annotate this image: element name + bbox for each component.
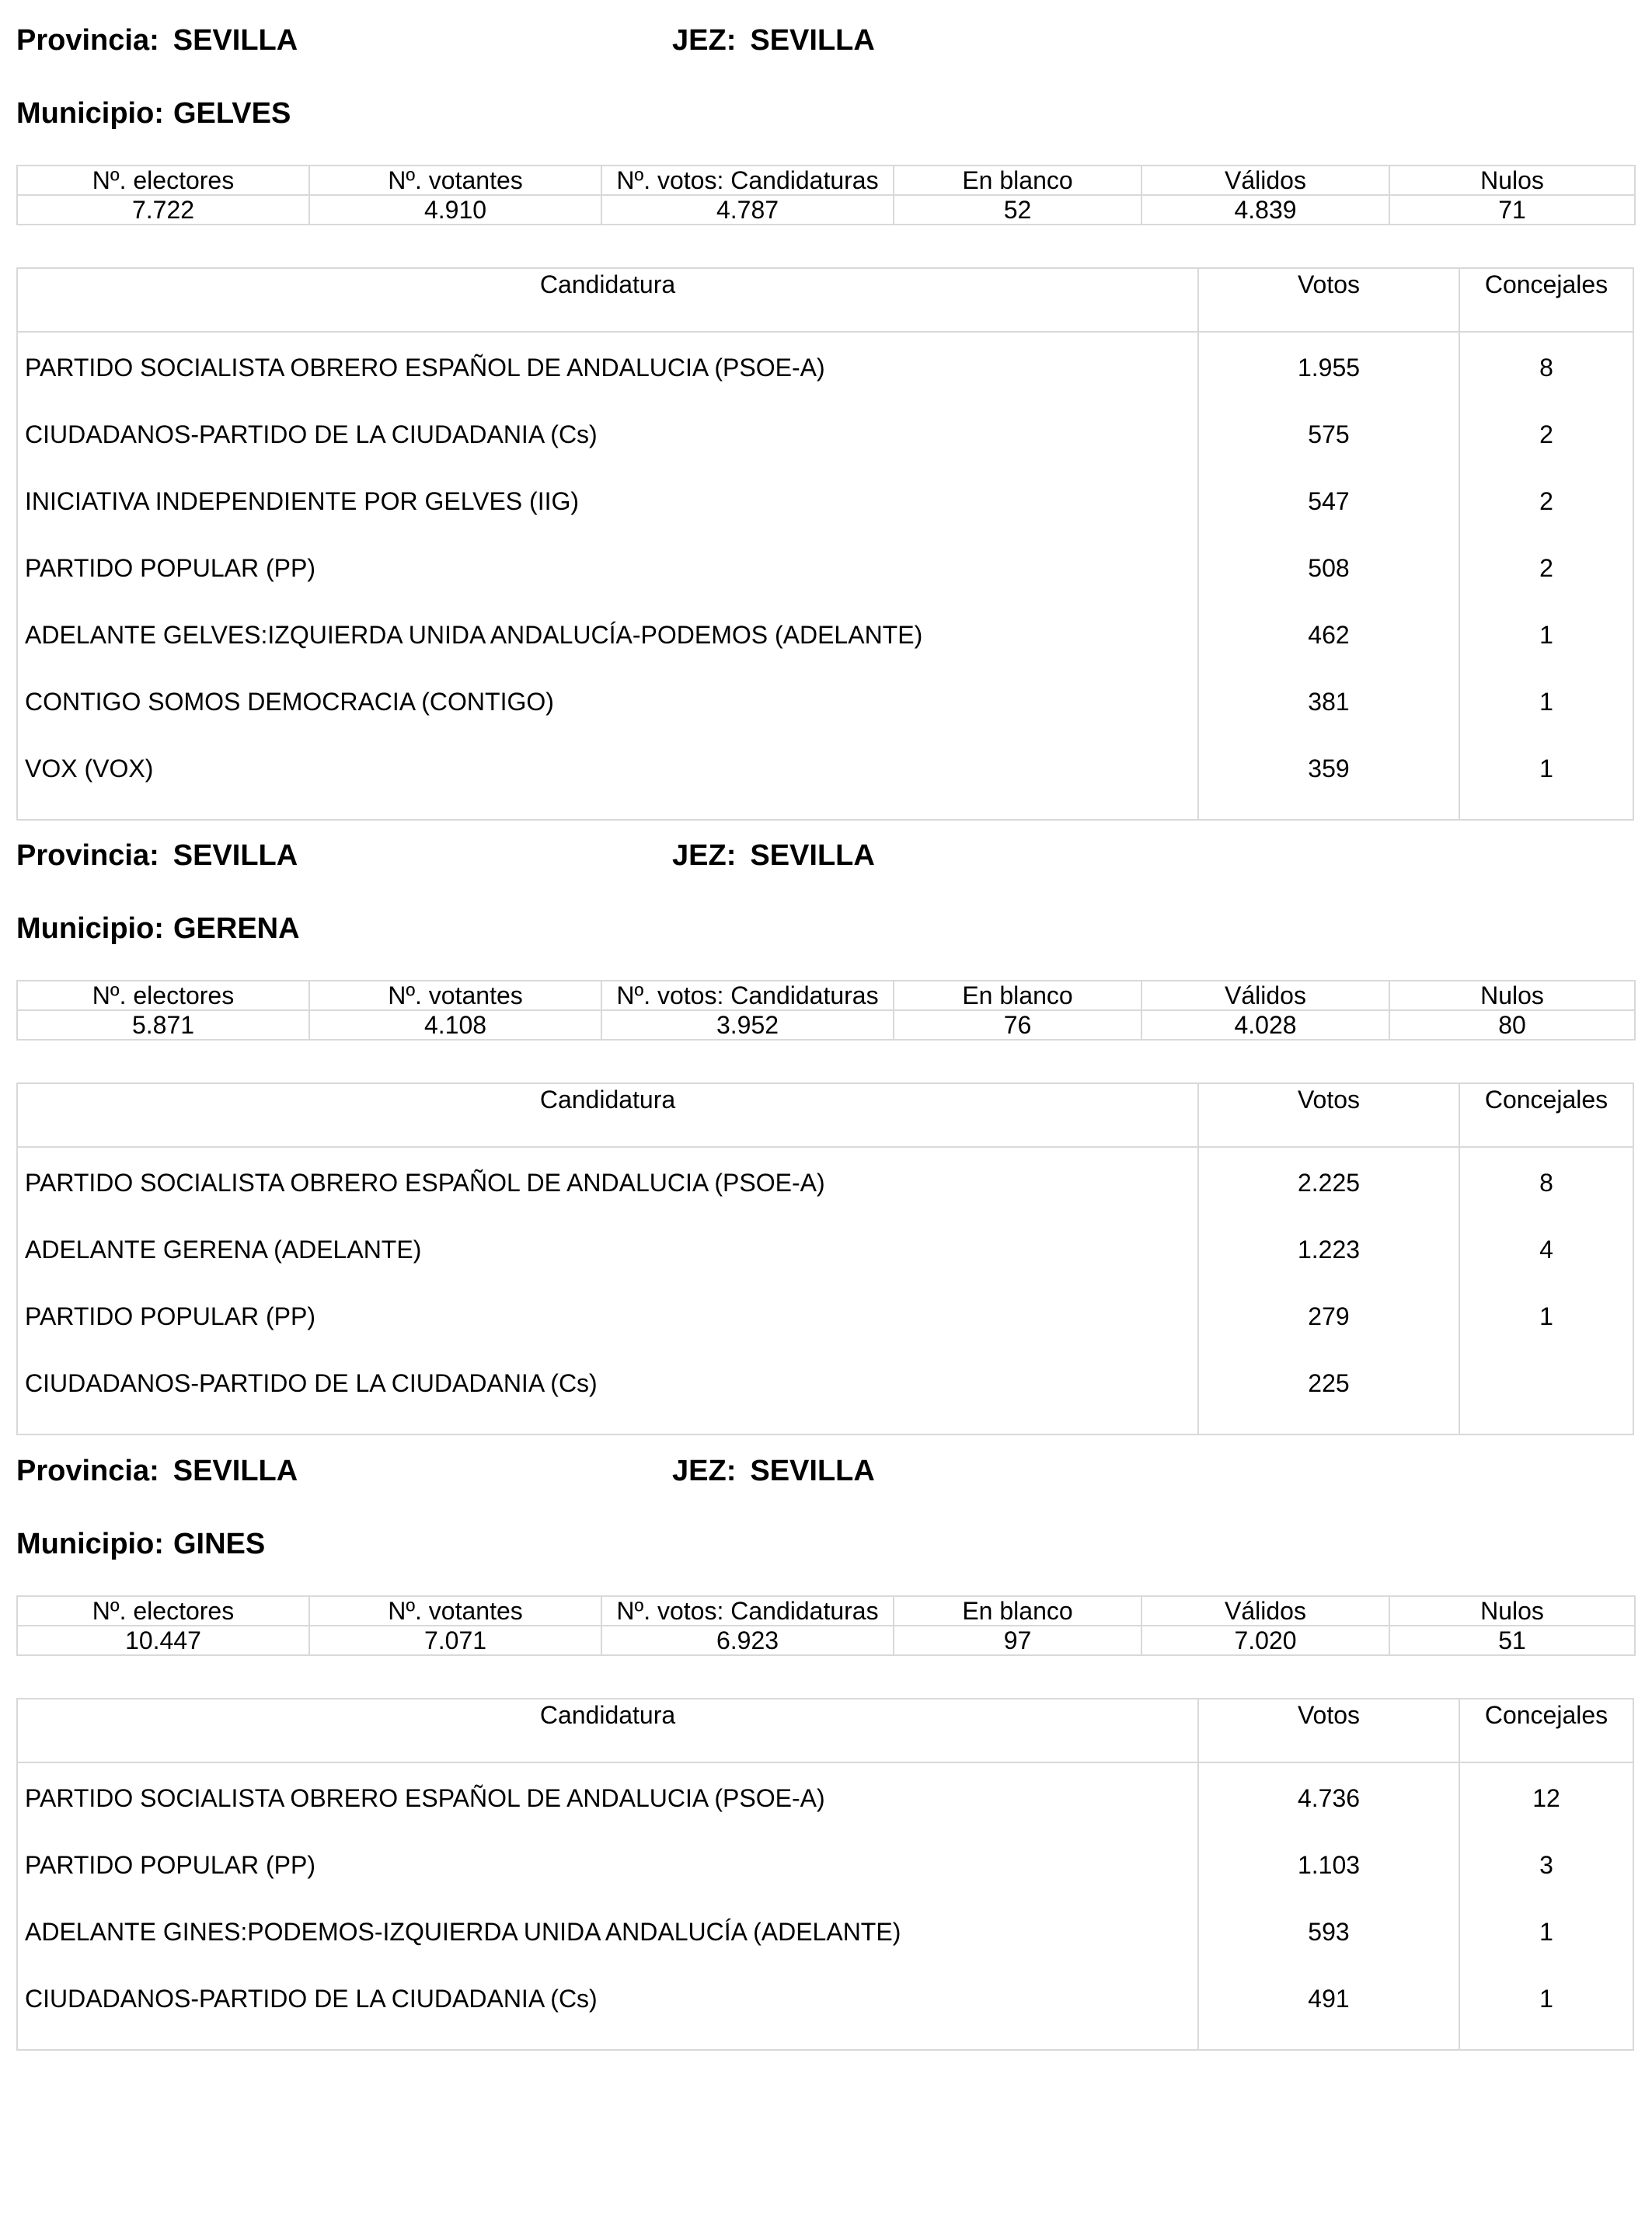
stats-value-cell: 4.787 <box>601 195 894 225</box>
candidatura-header: Candidatura <box>18 1699 1199 1762</box>
votos-column <box>1199 1763 1460 2049</box>
municipio-header <box>16 1527 265 1561</box>
votos-header: Votos <box>1199 1084 1460 1146</box>
votos-cell: 491 <box>1308 1985 1350 2013</box>
provincia-header <box>16 23 298 58</box>
stats-value-row <box>17 1010 1635 1040</box>
stats-value-cell: 4.839 <box>1141 195 1389 225</box>
stats-header-cell: En blanco <box>894 166 1141 195</box>
stats-header-cell: Válidos <box>1141 166 1389 195</box>
provincia-label: Provincia: <box>16 1455 159 1487</box>
stats-header-cell: Nº. electores <box>17 1596 309 1626</box>
candidatura-cell: PARTIDO SOCIALISTA OBRERO ESPAÑOL DE ANDALUCIA (PSOE-A) <box>25 354 825 382</box>
stats-table <box>16 1595 1636 1656</box>
candidatura-column <box>18 1763 1199 2049</box>
votos-cell: 1.223 <box>1297 1236 1361 1264</box>
municipio-block <box>0 1454 1652 2231</box>
jez-label: JEZ: <box>672 839 737 872</box>
stats-header-cell: Nº. votantes <box>309 166 601 195</box>
stats-header-cell: Nº. votos: Candidaturas <box>601 981 894 1010</box>
concejales-cell: 2 <box>1539 487 1553 515</box>
municipio-block <box>0 23 1652 800</box>
candidatura-cell: PARTIDO POPULAR (PP) <box>25 554 315 582</box>
concejales-column <box>1460 333 1633 819</box>
stats-header-row <box>17 166 1635 195</box>
stats-header-cell: Válidos <box>1141 981 1389 1010</box>
candidatura-cell: PARTIDO POPULAR (PP) <box>25 1302 315 1330</box>
jez-header <box>672 23 875 58</box>
jez-value: SEVILLA <box>750 24 875 57</box>
concejales-column <box>1460 1763 1633 2049</box>
municipio-label: Municipio: <box>16 97 164 130</box>
stats-header-cell: Válidos <box>1141 1596 1389 1626</box>
provincia-header <box>16 838 298 873</box>
municipio-header <box>16 96 291 131</box>
stats-header-cell: Nº. votantes <box>309 1596 601 1626</box>
votos-cell: 462 <box>1308 621 1350 649</box>
stats-value-cell: 4.108 <box>309 1010 601 1040</box>
municipio-name: GERENA <box>173 912 300 945</box>
provincia-label: Provincia: <box>16 839 159 872</box>
stats-table <box>16 165 1636 225</box>
concejales-cell: 1 <box>1539 688 1553 716</box>
candidatura-cell: PARTIDO POPULAR (PP) <box>25 1851 315 1879</box>
stats-header-cell: En blanco <box>894 1596 1141 1626</box>
stats-value-cell: 4.028 <box>1141 1010 1389 1040</box>
stats-value-cell: 3.952 <box>601 1010 894 1040</box>
results-table <box>16 267 1634 821</box>
concejales-cell: 1 <box>1539 621 1553 649</box>
concejales-header: Concejales <box>1484 1701 1608 1729</box>
results-table <box>16 1082 1634 1435</box>
candidatura-cell: ADELANTE GERENA (ADELANTE) <box>25 1236 422 1264</box>
concejales-cell: 3 <box>1539 1851 1553 1879</box>
jez-label: JEZ: <box>672 24 737 57</box>
stats-value-row <box>17 195 1635 225</box>
votos-cell: 225 <box>1308 1369 1350 1397</box>
candidatura-cell: ADELANTE GINES:PODEMOS-IZQUIERDA UNIDA ANDALUCÍA (ADELANTE) <box>25 1918 901 1946</box>
results-body <box>18 1763 1633 2049</box>
jez-header <box>672 1454 875 1488</box>
jez-label: JEZ: <box>672 1455 737 1487</box>
concejales-cell: 2 <box>1539 554 1553 582</box>
votos-cell: 508 <box>1308 554 1350 582</box>
stats-value-cell: 76 <box>894 1010 1141 1040</box>
stats-header-cell: Nº. votos: Candidaturas <box>601 1596 894 1626</box>
jez-value: SEVILLA <box>750 1455 875 1487</box>
concejales-cell: 1 <box>1539 755 1553 783</box>
candidatura-cell: CIUDADANOS-PARTIDO DE LA CIUDADANIA (Cs) <box>25 1369 598 1397</box>
votos-header: Votos <box>1199 269 1460 331</box>
votos-column <box>1199 1148 1460 1434</box>
concejales-cell <box>1460 1364 1633 1431</box>
candidatura-cell: INICIATIVA INDEPENDIENTE POR GELVES (IIG) <box>25 487 580 515</box>
provincia-value: SEVILLA <box>173 24 298 57</box>
votos-cell: 381 <box>1308 688 1350 716</box>
stats-value-cell: 7.722 <box>17 195 309 225</box>
jez-value: SEVILLA <box>750 839 875 872</box>
stats-value-cell: 6.923 <box>601 1626 894 1655</box>
concejales-cell: 12 <box>1532 1784 1560 1812</box>
provincia-value: SEVILLA <box>173 1455 298 1487</box>
stats-header-cell: Nº. electores <box>17 981 309 1010</box>
votos-cell: 547 <box>1308 487 1350 515</box>
provincia-label: Provincia: <box>16 24 159 57</box>
provincia-value: SEVILLA <box>173 839 298 872</box>
municipio-name: GELVES <box>173 97 291 130</box>
results-header-row <box>18 269 1633 333</box>
concejales-cell: 1 <box>1539 1918 1553 1946</box>
stats-value-cell: 5.871 <box>17 1010 309 1040</box>
concejales-cell: 4 <box>1539 1236 1553 1264</box>
municipio-name: GINES <box>173 1528 266 1560</box>
municipio-header <box>16 912 300 946</box>
candidatura-cell: ADELANTE GELVES:IZQUIERDA UNIDA ANDALUCÍA-PODEMOS (ADELANTE) <box>25 621 923 649</box>
concejales-cell: 2 <box>1539 420 1553 448</box>
stats-header-cell: Nº. electores <box>17 166 309 195</box>
candidatura-cell: CONTIGO SOMOS DEMOCRACIA (CONTIGO) <box>25 688 554 716</box>
stats-value-cell: 10.447 <box>17 1626 309 1655</box>
votos-header: Votos <box>1199 1699 1460 1762</box>
provincia-header <box>16 1454 298 1488</box>
candidatura-cell: VOX (VOX) <box>25 755 154 783</box>
candidatura-column <box>18 333 1199 819</box>
votos-cell: 4.736 <box>1297 1784 1361 1812</box>
stats-value-cell: 51 <box>1389 1626 1635 1655</box>
concejales-cell: 8 <box>1539 354 1553 382</box>
stats-header-cell: En blanco <box>894 981 1141 1010</box>
concejales-cell: 1 <box>1539 1302 1553 1330</box>
stats-value-cell: 7.071 <box>309 1626 601 1655</box>
candidatura-header: Candidatura <box>18 1084 1199 1146</box>
votos-column <box>1199 333 1460 819</box>
results-body <box>18 333 1633 819</box>
candidatura-cell: PARTIDO SOCIALISTA OBRERO ESPAÑOL DE ANDALUCIA (PSOE-A) <box>25 1784 825 1812</box>
stats-header-row <box>17 1596 1635 1626</box>
concejales-cell: 1 <box>1539 1985 1553 2013</box>
votos-cell: 1.955 <box>1297 354 1361 382</box>
concejales-cell: 8 <box>1539 1169 1553 1197</box>
votos-cell: 593 <box>1308 1918 1350 1946</box>
stats-header-row <box>17 981 1635 1010</box>
concejales-header: Concejales <box>1484 270 1608 298</box>
stats-header-cell: Nulos <box>1389 1596 1635 1626</box>
concejales-column <box>1460 1148 1633 1434</box>
stats-value-cell: 7.020 <box>1141 1626 1389 1655</box>
candidatura-header: Candidatura <box>18 269 1199 331</box>
stats-header-cell: Nº. votantes <box>309 981 601 1010</box>
stats-value-cell: 4.910 <box>309 195 601 225</box>
stats-value-cell: 80 <box>1389 1010 1635 1040</box>
candidatura-cell: CIUDADANOS-PARTIDO DE LA CIUDADANIA (Cs) <box>25 1985 598 2013</box>
stats-header-cell: Nº. votos: Candidaturas <box>601 166 894 195</box>
stats-value-row <box>17 1626 1635 1655</box>
municipio-label: Municipio: <box>16 912 164 945</box>
candidatura-cell: PARTIDO SOCIALISTA OBRERO ESPAÑOL DE ANDALUCIA (PSOE-A) <box>25 1169 825 1197</box>
concejales-header: Concejales <box>1484 1086 1608 1114</box>
stats-value-cell: 97 <box>894 1626 1141 1655</box>
results-header-row <box>18 1699 1633 1763</box>
stats-header-cell: Nulos <box>1389 981 1635 1010</box>
votos-cell: 279 <box>1308 1302 1350 1330</box>
results-body <box>18 1148 1633 1434</box>
stats-value-cell: 52 <box>894 195 1141 225</box>
stats-value-cell: 71 <box>1389 195 1635 225</box>
results-header-row <box>18 1084 1633 1148</box>
votos-cell: 2.225 <box>1297 1169 1361 1197</box>
stats-header-cell: Nulos <box>1389 166 1635 195</box>
votos-cell: 575 <box>1308 420 1350 448</box>
candidatura-cell: CIUDADANOS-PARTIDO DE LA CIUDADANIA (Cs) <box>25 420 598 448</box>
municipio-label: Municipio: <box>16 1528 164 1560</box>
results-table <box>16 1698 1634 2051</box>
votos-cell: 1.103 <box>1297 1851 1361 1879</box>
votos-cell: 359 <box>1308 755 1350 783</box>
stats-table <box>16 980 1636 1041</box>
jez-header <box>672 838 875 873</box>
candidatura-column <box>18 1148 1199 1434</box>
